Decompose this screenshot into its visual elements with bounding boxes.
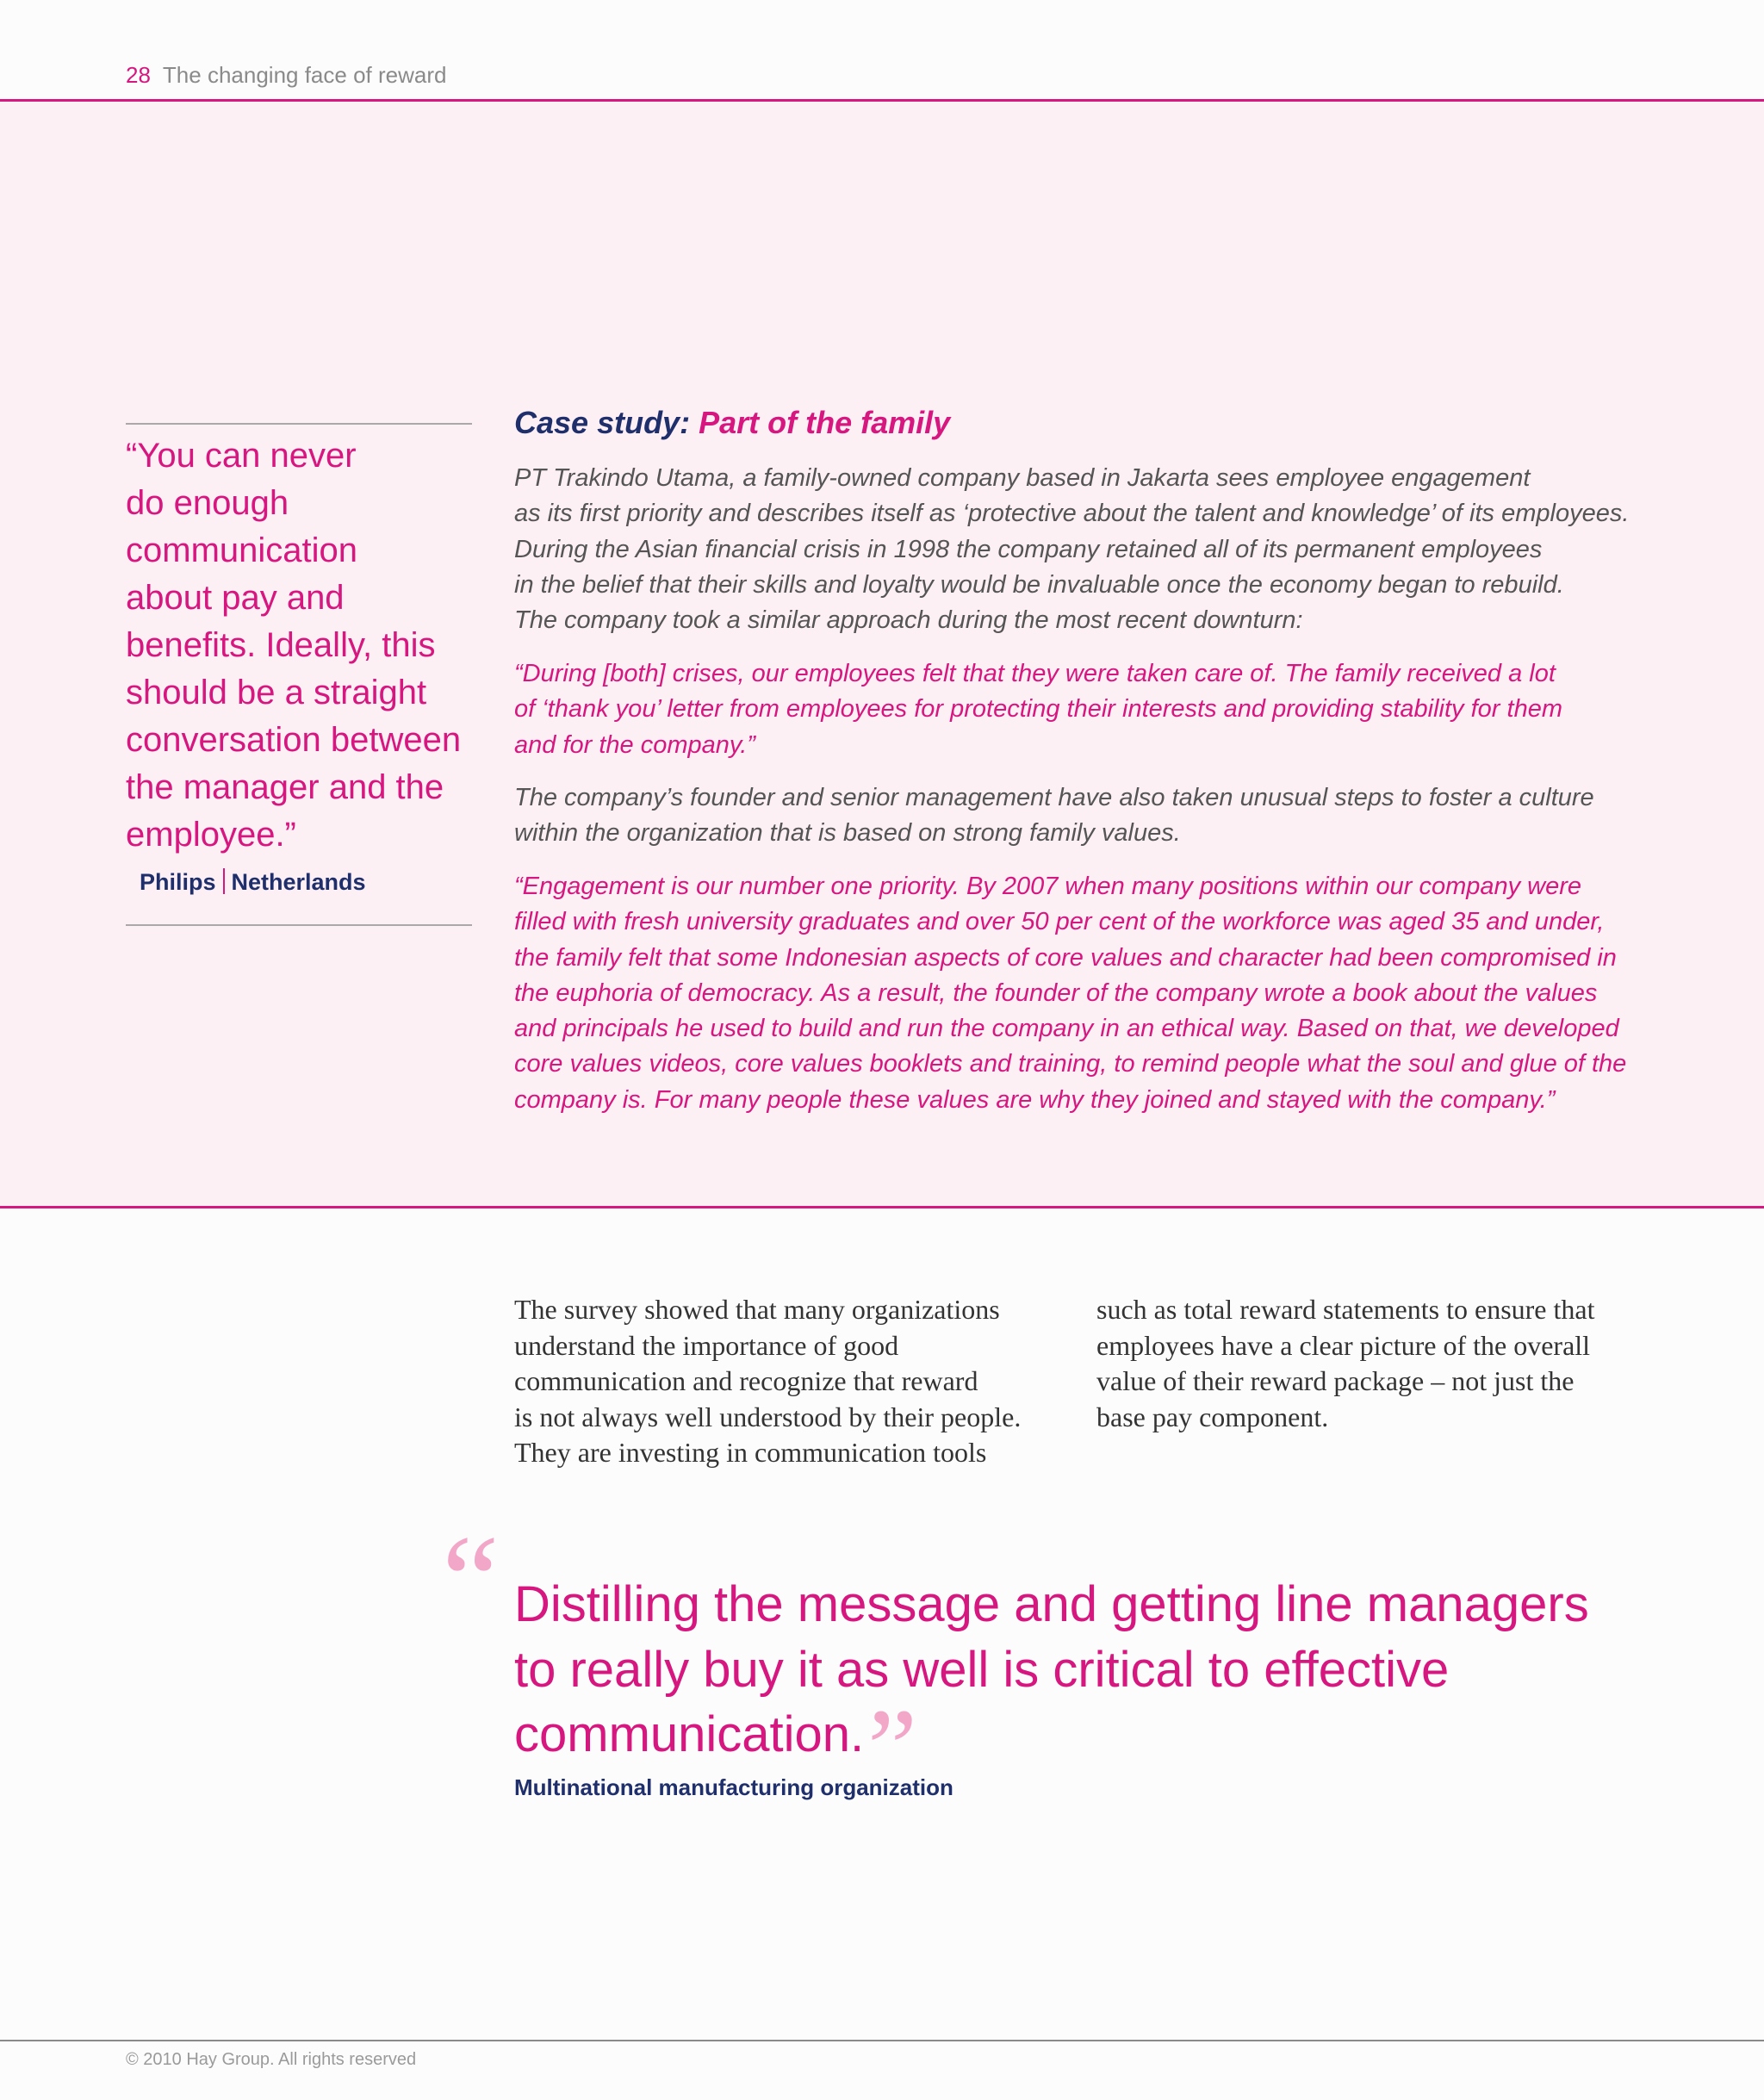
body-line: The survey showed that many organizations [514, 1294, 1000, 1325]
side-quote-line: do enough [126, 484, 289, 522]
body-line: such as total reward statements to ensure that [1096, 1294, 1595, 1325]
quote-line: “Engagement is our number one priority. By 2007 when many positions within our company were [514, 873, 1582, 900]
body-line: understand the importance of good [514, 1329, 899, 1361]
case-study-paragraph [514, 780, 1660, 852]
attribution-separator [223, 868, 225, 894]
body-column-right [1096, 1292, 1648, 1435]
quote-line: and for the company.” [514, 730, 755, 759]
quote-line: filled with fresh university graduates and over 50 per cent of the workforce was aged 35 and under, [514, 908, 1605, 936]
text-line: within the organization that is based on strong family values. [514, 819, 1181, 848]
body-line: is not always well understood by their people. [514, 1401, 1022, 1432]
pull-quote-line: to really buy it as well is critical to effective [514, 1641, 1450, 1698]
text-line: The company’s founder and senior management have also taken unusual steps to foster a culture [514, 784, 1594, 811]
body-line: base pay component. [1096, 1401, 1329, 1432]
body-line: They are investing in communication tools [514, 1437, 987, 1468]
side-quote-line: employee.” [126, 816, 296, 854]
side-quote-line: benefits. Ideally, this [126, 626, 436, 664]
page-number: 28 [126, 62, 151, 88]
body-line: communication and recognize that reward [514, 1365, 978, 1396]
quote-line: of ‘thank you’ letter from employees for protecting their interests and providing stability for them [514, 695, 1562, 724]
panel-divider [0, 1206, 1764, 1208]
side-quote-line: about pay and [126, 579, 345, 617]
running-title: The changing face of reward [162, 62, 447, 88]
text-line: PT Trakindo Utama, a family-owned company based in Jakarta sees employee engagement [514, 464, 1531, 492]
side-quote-bottom-rule [126, 924, 472, 926]
text-line: as its first priority and describes itself as ‘protective about the talent and knowledge’ of its employees. [514, 500, 1630, 528]
quote-line: the family felt that some Indonesian aspects of core values and character had been compromised in [514, 943, 1617, 972]
text-line: During the Asian financial crisis in 1998 the company retained all of its permanent employees [514, 535, 1543, 563]
case-study-quote [514, 656, 1660, 763]
case-study-label: Case study: [514, 405, 691, 440]
footer-divider [0, 2040, 1764, 2041]
pull-quote-line: Distilling the message and getting line managers [514, 1576, 1589, 1632]
quote-line: and principals he used to build and run the company in an ethical way. Based on that, we developed [514, 1015, 1619, 1043]
case-study-paragraph [514, 461, 1660, 638]
side-quote-top-rule [126, 423, 472, 425]
side-quote-attribution [140, 868, 366, 896]
side-quote-line: should be a straight [126, 674, 427, 711]
quote-line: the euphoria of democracy. As a result, the founder of the company wrote a book about the values [514, 979, 1598, 1007]
text-line: The company took a similar approach during the most recent downturn: [514, 606, 1303, 635]
pull-quote-attribution: Multinational manufacturing organization [514, 1774, 953, 1800]
quote-line: company is. For many people these values are why they joined and stayed with the company.” [514, 1085, 1556, 1114]
body-line: value of their reward package – not just the [1096, 1365, 1575, 1396]
attribution-company: Philips [140, 869, 216, 895]
case-study-title: Part of the family [699, 405, 951, 440]
quote-line: core values videos, core values booklets and training, to remind people what the soul and glue of the [514, 1050, 1627, 1078]
open-quote-mark: “ [442, 1509, 500, 1652]
side-quote-line: communication [126, 531, 358, 569]
attribution-country: Netherlands [231, 869, 366, 895]
case-study-heading [514, 405, 950, 441]
case-study-quote [514, 869, 1660, 1118]
pull-quote-last-text: communication. [514, 1706, 865, 1762]
side-quote-line: the manager and the [126, 768, 444, 806]
body-column-left [514, 1292, 1065, 1471]
side-quote-line: “You can never [126, 437, 357, 475]
quote-line: “During [both] crises, our employees felt that they were taken care of. The family received a lot [514, 660, 1556, 687]
text-line: in the belief that their skills and loyalty would be invaluable once the economy began to rebuild. [514, 570, 1564, 599]
side-quote-line: conversation between [126, 721, 462, 759]
close-quote-mark: ” [867, 1687, 917, 1811]
side-quote [126, 432, 500, 859]
running-header [126, 62, 446, 89]
footer-copyright: © 2010 Hay Group. All rights reserved [126, 2050, 417, 2069]
body-line: employees have a clear picture of the overall [1096, 1329, 1591, 1361]
